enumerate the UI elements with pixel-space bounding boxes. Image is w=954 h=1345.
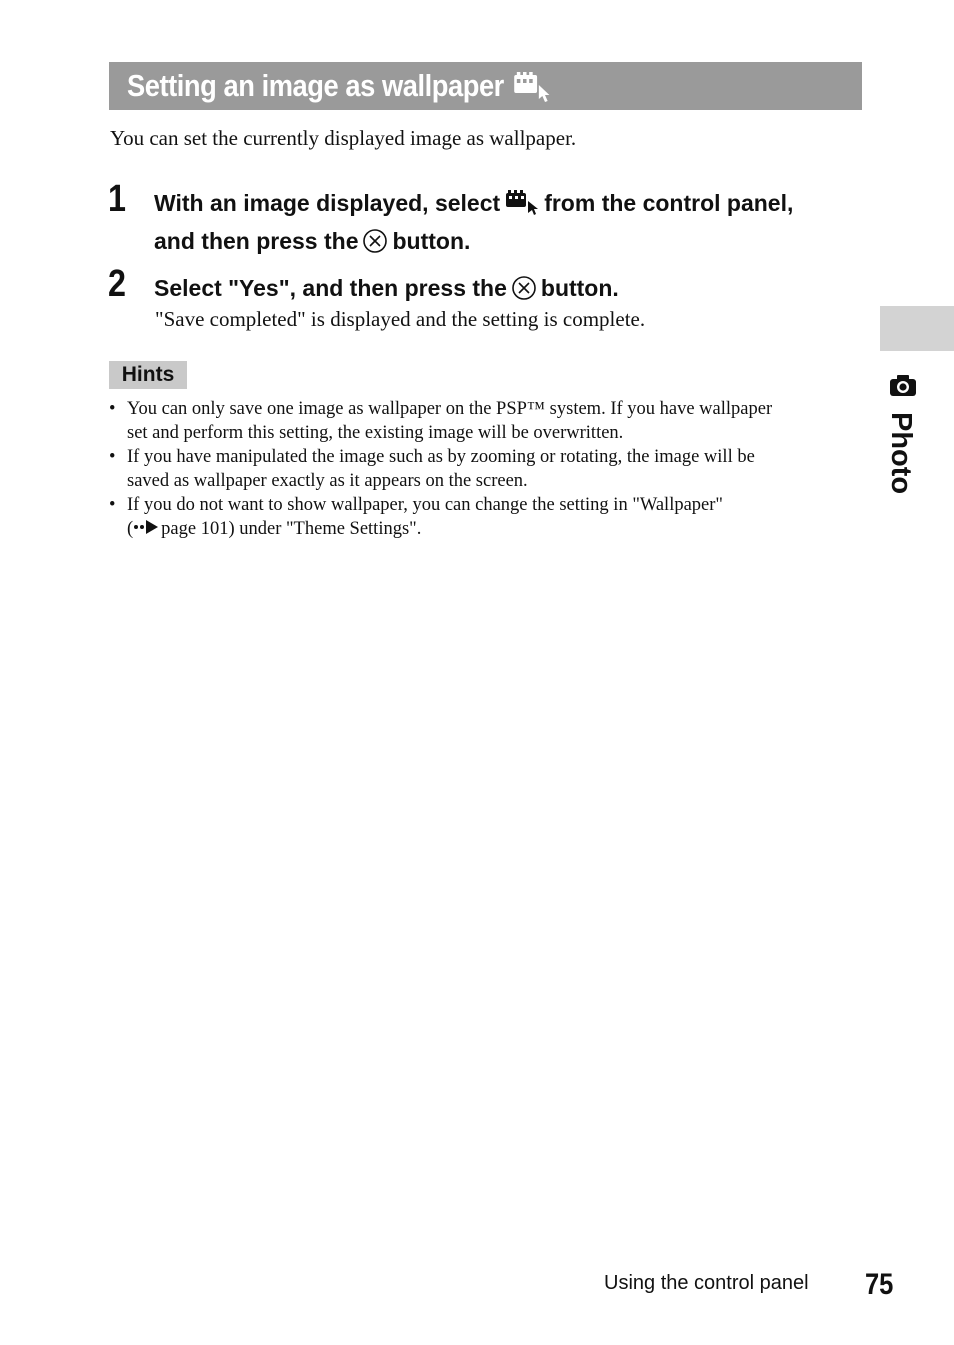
wallpaper-icon <box>504 188 540 225</box>
cross-button-icon <box>511 275 537 310</box>
step-1-line2-after: button. <box>392 228 471 254</box>
hint-3-prefix: ( <box>127 519 134 539</box>
hint-3-line-1: If you do not want to show wallpaper, you can change the setting in "Wallpaper" <box>127 495 723 515</box>
page-number: 75 <box>865 1268 894 1301</box>
hint-1-line-1: You can only save one image as wallpaper on the PSP™ system. If you have wallpaper <box>127 399 773 419</box>
hint-1-line-2: set and perform this setting, the existing image will be overwritten. <box>127 423 624 443</box>
step-2-text-before-icon: Select "Yes", and then press the <box>154 275 507 301</box>
hint-2-line-1: If you have manipulated the image such as by zooming or rotating, the image will be <box>127 447 755 467</box>
intro-text: You can set the currently displayed image as wallpaper. <box>110 126 577 150</box>
hints-label: Hints <box>109 361 187 389</box>
step-number-2: 2 <box>108 263 126 305</box>
wallpaper-icon <box>513 69 552 103</box>
bullet: • <box>109 447 116 467</box>
section-title-text: Setting an image as wallpaper <box>127 68 504 103</box>
hint-3-line-2: page 101) under "Theme Settings". <box>161 519 422 539</box>
hint-item <box>109 493 869 542</box>
step-2-instruction <box>154 272 619 310</box>
hints-list <box>109 397 869 542</box>
footer-section-title: Using the control panel <box>604 1272 809 1294</box>
bullet: • <box>109 399 116 419</box>
step-1-text-before-icon: With an image displayed, select <box>154 190 501 216</box>
section-title <box>127 68 551 104</box>
step-2-text-after-icon: button. <box>540 275 619 301</box>
camera-icon <box>889 373 917 402</box>
hint-item <box>109 445 869 493</box>
side-section-label: Photo <box>885 412 917 495</box>
step-number-1: 1 <box>108 178 126 220</box>
step-2-description: "Save completed" is displayed and the setting is complete. <box>155 307 646 331</box>
step-1-instruction <box>154 187 793 263</box>
hint-2-line-2: saved as wallpaper exactly as it appears on the screen. <box>127 471 528 491</box>
side-tab-marker <box>880 306 954 351</box>
section-header-banner <box>109 62 862 110</box>
cross-button-icon <box>362 228 388 263</box>
bullet: • <box>109 495 116 515</box>
page-reference-arrow-icon <box>133 518 159 542</box>
hint-item <box>109 397 869 445</box>
step-1-text-after-icon: from the control panel, <box>544 190 794 216</box>
step-1-line2-text: and then press the <box>154 228 359 254</box>
